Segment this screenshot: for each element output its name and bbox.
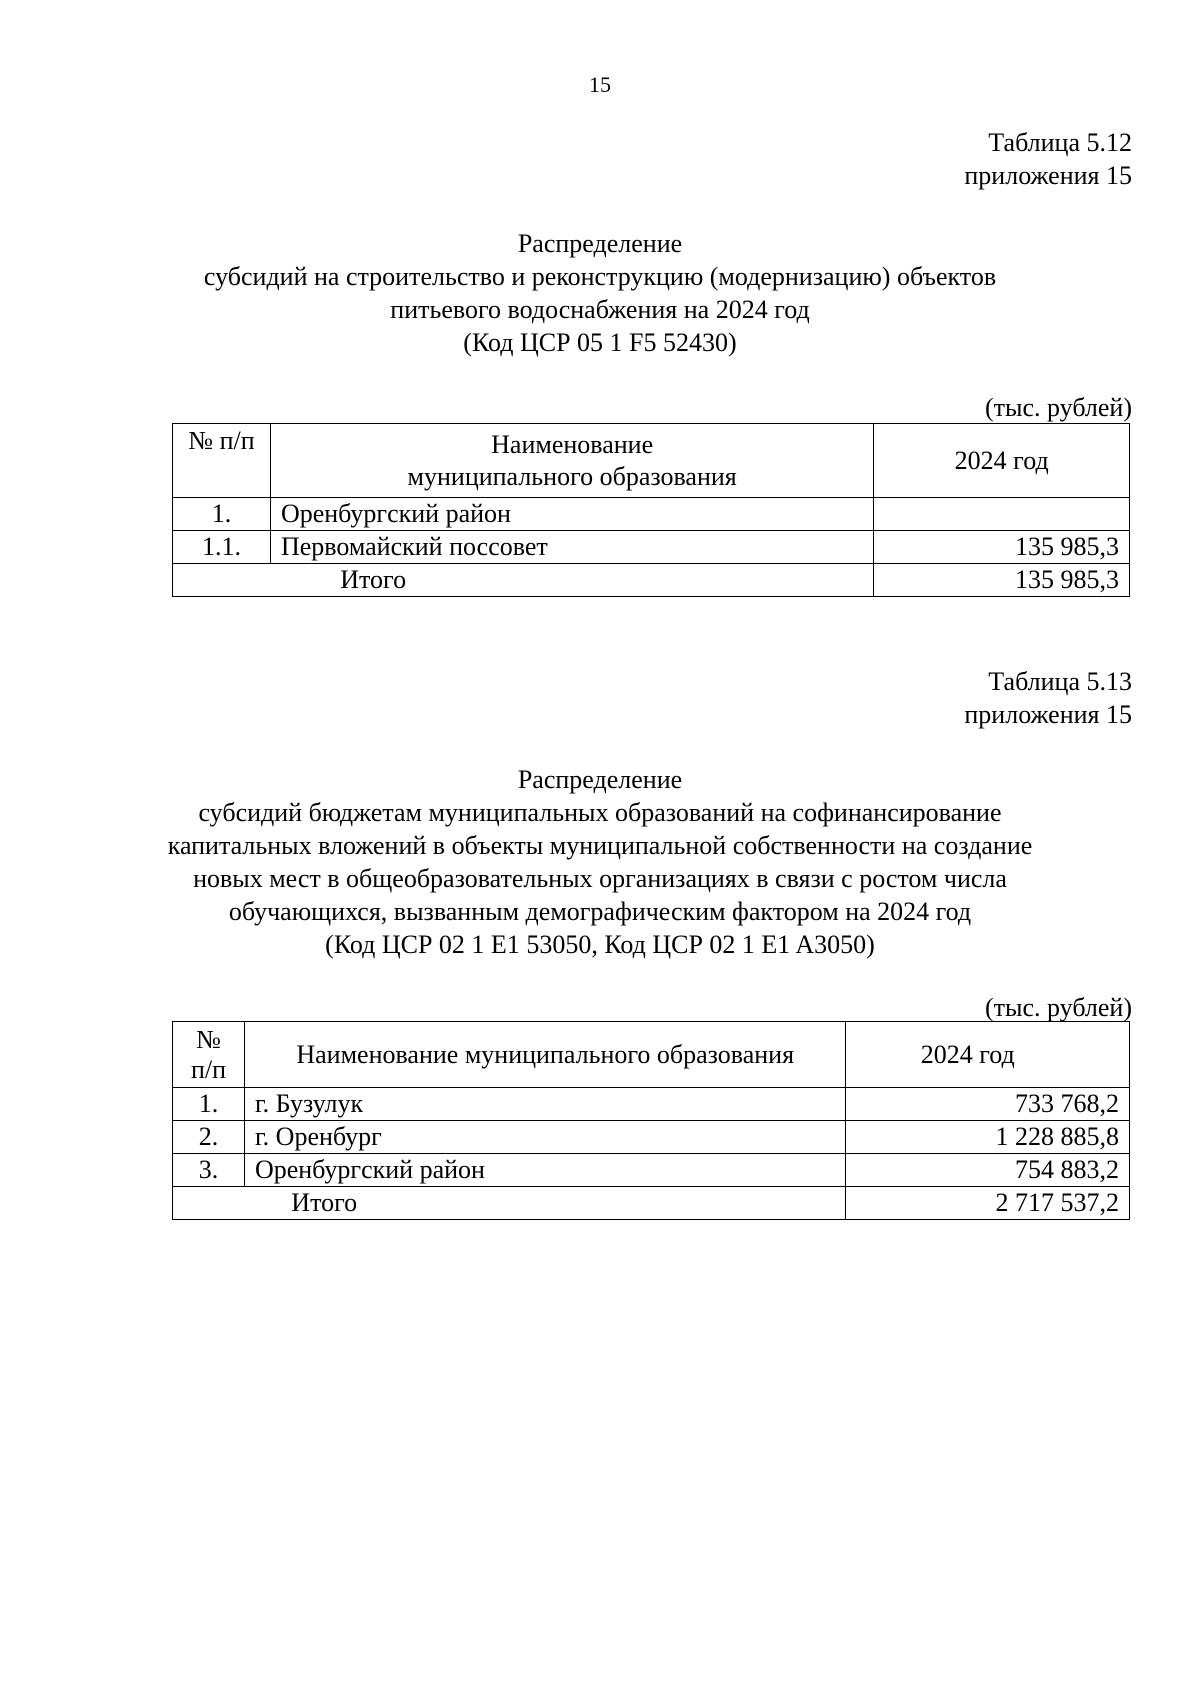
table2-header-name: Наименование муниципального образования: [244, 1022, 845, 1088]
row-name: г. Оренбург: [244, 1121, 845, 1154]
table-row: [173, 531, 1130, 564]
row-name: Первомайский поссовет: [270, 531, 873, 564]
table2-header-year: 2024 год: [846, 1022, 1130, 1088]
table1-label-appendix: приложения 15: [964, 161, 1132, 190]
table1-heading-line: субсидий на строительство и реконструкцию (модернизацию) объектов: [203, 262, 997, 291]
table1-total-row: [173, 564, 1130, 597]
table2-heading-line: обучающихся, вызванным демографическим фактором на 2024 год: [228, 897, 972, 926]
table1-label: [964, 126, 1132, 192]
total-label: Итого: [173, 1187, 846, 1220]
table1-header-name-line1: Наименование: [491, 429, 654, 459]
table1-heading-title: Распределение: [517, 229, 683, 258]
table1-header-row: [173, 424, 1130, 498]
row-value: 754 883,2: [846, 1154, 1130, 1187]
table1-units: (тыс. рублей): [984, 393, 1132, 422]
table2-label-appendix: приложения 15: [964, 700, 1132, 729]
row-num: 3.: [173, 1154, 245, 1187]
page-number: 15: [589, 72, 611, 97]
row-name: Оренбургский район: [270, 498, 873, 531]
row-value: [874, 498, 1130, 531]
table2-total-row: [173, 1187, 1130, 1220]
table1-label-number: Таблица 5.12: [988, 128, 1132, 157]
row-num: 1.: [173, 498, 271, 531]
table2-heading-code: (Код ЦСР 02 1 E1 53050, Код ЦСР 02 1 E1 A3050): [325, 930, 875, 959]
table-row: [173, 1088, 1130, 1121]
row-value: 135 985,3: [874, 531, 1130, 564]
row-num: 1.: [173, 1088, 245, 1121]
table2-heading-line: капитальных вложений в объекты муниципальной собственности на создание: [167, 831, 1033, 860]
table1: [172, 423, 1130, 597]
table2: [172, 1021, 1130, 1220]
table-row: [173, 1121, 1130, 1154]
table2-label-number: Таблица 5.13: [988, 667, 1132, 696]
total-value: 135 985,3: [874, 564, 1130, 597]
table2-heading-line: новых мест в общеобразовательных организациях в связи с ростом числа: [193, 864, 1007, 893]
total-label: Итого: [173, 564, 874, 597]
table2-header-row: [173, 1022, 1130, 1088]
table2-heading: [100, 763, 1100, 961]
table-row: [173, 498, 1130, 531]
table1-heading-code: (Код ЦСР 05 1 F5 52430): [463, 328, 737, 357]
row-value: 733 768,2: [846, 1088, 1130, 1121]
table1-header-name: [270, 424, 873, 498]
table1-header-year: 2024 год: [874, 424, 1130, 498]
total-value: 2 717 537,2: [846, 1187, 1130, 1220]
table1-heading-line: питьевого водоснабжения на 2024 год: [390, 295, 810, 324]
table2-header-num-line2: п/п: [190, 1054, 226, 1084]
row-name: г. Бузулук: [244, 1088, 845, 1121]
row-num: 2.: [173, 1121, 245, 1154]
table2-label: [964, 665, 1132, 731]
table2-heading-line: субсидий бюджетам муниципальных образований на софинансирование: [198, 798, 1002, 827]
table1-heading: [100, 227, 1100, 359]
table2-header-num: [173, 1022, 245, 1088]
table-row: [173, 1154, 1130, 1187]
row-num: 1.1.: [173, 531, 271, 564]
table1-header-num: № п/п: [173, 424, 271, 498]
table2-heading-title: Распределение: [517, 765, 683, 794]
table2-header-num-line1: №: [196, 1024, 221, 1054]
row-value: 1 228 885,8: [846, 1121, 1130, 1154]
table2-units: (тыс. рублей): [984, 993, 1132, 1022]
row-name: Оренбургский район: [244, 1154, 845, 1187]
table1-header-name-line2: муниципального образования: [407, 461, 737, 491]
